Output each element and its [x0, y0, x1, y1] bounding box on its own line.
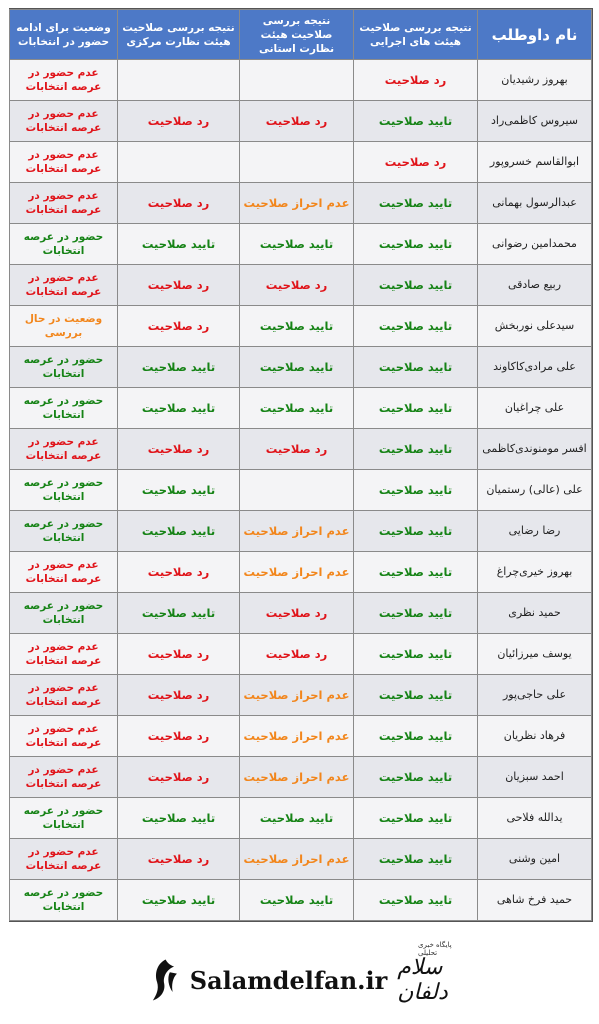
candidates-table-container	[9, 8, 593, 922]
cell-central: تایید صلاحیت	[118, 224, 240, 265]
cell-central: تایید صلاحیت	[118, 511, 240, 552]
cell-name: بهروز رشیدیان	[478, 60, 592, 101]
cell-name: حمید نظری	[478, 593, 592, 634]
cell-name: رضا رضایی	[478, 511, 592, 552]
table-row	[10, 675, 592, 716]
cell-status: عدم حضور در عرصه انتخابات	[10, 552, 118, 593]
table-row	[10, 429, 592, 470]
logo-text: Salamdelfan.ir	[189, 965, 388, 995]
cell-status: عدم حضور در عرصه انتخابات	[10, 142, 118, 183]
cell-executive: تایید صلاحیت	[354, 101, 478, 142]
cell-status: حضور در عرصه انتخابات	[10, 511, 118, 552]
cell-provincial	[240, 60, 354, 101]
cell-provincial: رد صلاحیت	[240, 593, 354, 634]
cell-status: وضعیت در حال بررسی	[10, 306, 118, 347]
cell-name: احمد سبزیان	[478, 757, 592, 798]
table-row	[10, 183, 592, 224]
cell-provincial: تایید صلاحیت	[240, 306, 354, 347]
cell-executive: تایید صلاحیت	[354, 183, 478, 224]
cell-central: تایید صلاحیت	[118, 593, 240, 634]
cell-central: تایید صلاحیت	[118, 470, 240, 511]
cell-executive: تایید صلاحیت	[354, 675, 478, 716]
table-row	[10, 757, 592, 798]
table-row	[10, 593, 592, 634]
cell-central: رد صلاحیت	[118, 675, 240, 716]
cell-provincial: تایید صلاحیت	[240, 224, 354, 265]
table-row	[10, 347, 592, 388]
cell-executive: تایید صلاحیت	[354, 634, 478, 675]
table-row	[10, 716, 592, 757]
cell-central: رد صلاحیت	[118, 716, 240, 757]
header-name: نام داوطلب	[478, 10, 592, 60]
cell-central: رد صلاحیت	[118, 839, 240, 880]
cell-provincial: عدم احراز صلاحیت	[240, 552, 354, 593]
cell-executive: تایید صلاحیت	[354, 552, 478, 593]
cell-executive: تایید صلاحیت	[354, 880, 478, 921]
cell-executive: تایید صلاحیت	[354, 511, 478, 552]
cell-provincial: رد صلاحیت	[240, 634, 354, 675]
cell-provincial	[240, 142, 354, 183]
cell-executive: تایید صلاحیت	[354, 839, 478, 880]
cell-status: عدم حضور در عرصه انتخابات	[10, 634, 118, 675]
cell-executive: رد صلاحیت	[354, 142, 478, 183]
table-row	[10, 224, 592, 265]
cell-central: رد صلاحیت	[118, 265, 240, 306]
table-body	[10, 60, 592, 921]
cell-status: حضور در عرصه انتخابات	[10, 470, 118, 511]
cell-status: حضور در عرصه انتخابات	[10, 798, 118, 839]
cell-executive: تایید صلاحیت	[354, 347, 478, 388]
cell-name: بهروز خیری‌چراغ	[478, 552, 592, 593]
cell-name: سیدعلی نوربخش	[478, 306, 592, 347]
cell-name: ربیع صادقی	[478, 265, 592, 306]
footer-logo	[150, 941, 470, 1015]
table-row	[10, 142, 592, 183]
cell-name: سیروس کاظمی‌راد	[478, 101, 592, 142]
cell-status: عدم حضور در عرصه انتخابات	[10, 183, 118, 224]
cell-provincial: تایید صلاحیت	[240, 347, 354, 388]
cell-executive: تایید صلاحیت	[354, 429, 478, 470]
cell-executive: تایید صلاحیت	[354, 306, 478, 347]
cell-provincial: عدم احراز صلاحیت	[240, 511, 354, 552]
cell-name: عبدالرسول بهمانی	[478, 183, 592, 224]
cell-provincial: تایید صلاحیت	[240, 798, 354, 839]
cell-executive: تایید صلاحیت	[354, 593, 478, 634]
cell-status: عدم حضور در عرصه انتخابات	[10, 60, 118, 101]
table-row	[10, 388, 592, 429]
cell-status: عدم حضور در عرصه انتخابات	[10, 101, 118, 142]
cell-status: عدم حضور در عرصه انتخابات	[10, 265, 118, 306]
cell-status: عدم حضور در عرصه انتخابات	[10, 757, 118, 798]
cell-central: رد صلاحیت	[118, 101, 240, 142]
cell-central: رد صلاحیت	[118, 634, 240, 675]
cell-name: حمید فرخ شاهی	[478, 880, 592, 921]
table-row	[10, 60, 592, 101]
cell-name: ابوالقاسم خسروپور	[478, 142, 592, 183]
cell-name: علی حاجی‌پور	[478, 675, 592, 716]
cell-status: حضور در عرصه انتخابات	[10, 347, 118, 388]
cell-executive: تایید صلاحیت	[354, 757, 478, 798]
cell-central: رد صلاحیت	[118, 429, 240, 470]
cell-provincial: تایید صلاحیت	[240, 880, 354, 921]
table-row	[10, 634, 592, 675]
table-row	[10, 306, 592, 347]
cell-name: افسر مومنوندی‌کاظمی	[478, 429, 592, 470]
cell-central: رد صلاحیت	[118, 183, 240, 224]
cell-central: رد صلاحیت	[118, 552, 240, 593]
cell-name: امین وشنی	[478, 839, 592, 880]
cell-name: علی چراغیان	[478, 388, 592, 429]
cell-provincial: رد صلاحیت	[240, 265, 354, 306]
cell-status: عدم حضور در عرصه انتخابات	[10, 429, 118, 470]
cell-provincial: عدم احراز صلاحیت	[240, 839, 354, 880]
cell-status: عدم حضور در عرصه انتخابات	[10, 839, 118, 880]
header-provincial: نتیجه بررسی صلاحیت هیئت نظارت استانی	[240, 10, 354, 60]
table-row	[10, 511, 592, 552]
table-row	[10, 470, 592, 511]
cell-central: رد صلاحیت	[118, 757, 240, 798]
table-row	[10, 552, 592, 593]
cell-provincial: عدم احراز صلاحیت	[240, 757, 354, 798]
cell-provincial: رد صلاحیت	[240, 429, 354, 470]
cell-central: تایید صلاحیت	[118, 880, 240, 921]
cell-status: عدم حضور در عرصه انتخابات	[10, 716, 118, 757]
cell-provincial: عدم احراز صلاحیت	[240, 675, 354, 716]
cell-provincial: رد صلاحیت	[240, 101, 354, 142]
cell-name: یوسف میرزائیان	[478, 634, 592, 675]
header-central: نتیجه بررسی صلاحیت هیئت نظارت مرکزی	[118, 10, 240, 60]
cell-name: علی (عالی) رستمیان	[478, 470, 592, 511]
cell-status: حضور در عرصه انتخابات	[10, 224, 118, 265]
table-row	[10, 880, 592, 921]
header-status: وضعیت برای ادامه حضور در انتخابات	[10, 10, 118, 60]
cell-executive: تایید صلاحیت	[354, 388, 478, 429]
cell-executive: رد صلاحیت	[354, 60, 478, 101]
cell-central: تایید صلاحیت	[118, 388, 240, 429]
cell-status: حضور در عرصه انتخابات	[10, 593, 118, 634]
table-header-row	[10, 10, 592, 60]
cell-status: حضور در عرصه انتخابات	[10, 388, 118, 429]
cell-provincial: عدم احراز صلاحیت	[240, 183, 354, 224]
cell-central: رد صلاحیت	[118, 306, 240, 347]
cell-executive: تایید صلاحیت	[354, 470, 478, 511]
table-row	[10, 798, 592, 839]
cell-provincial: عدم احراز صلاحیت	[240, 716, 354, 757]
cell-name: علی مرادی‌کاکاوند	[478, 347, 592, 388]
cell-provincial	[240, 470, 354, 511]
table-row	[10, 839, 592, 880]
logo-icon	[150, 947, 180, 1013]
cell-executive: تایید صلاحیت	[354, 224, 478, 265]
cell-central	[118, 142, 240, 183]
cell-status: عدم حضور در عرصه انتخابات	[10, 675, 118, 716]
logo-tagline: پایگاه خبری تحلیلی	[418, 941, 452, 957]
cell-central: تایید صلاحیت	[118, 347, 240, 388]
table-row	[10, 265, 592, 306]
cell-executive: تایید صلاحیت	[354, 265, 478, 306]
header-executive: نتیجه بررسی صلاحیت هیئت های اجرایی	[354, 10, 478, 60]
logo-script: سلام دلفان	[397, 955, 448, 1005]
cell-executive: تایید صلاحیت	[354, 798, 478, 839]
cell-provincial: تایید صلاحیت	[240, 388, 354, 429]
candidates-table	[9, 9, 592, 921]
table-row	[10, 101, 592, 142]
cell-name: محمدامین رضوانی	[478, 224, 592, 265]
cell-status: حضور در عرصه انتخابات	[10, 880, 118, 921]
cell-name: یدالله فلاحی	[478, 798, 592, 839]
cell-central	[118, 60, 240, 101]
cell-central: تایید صلاحیت	[118, 798, 240, 839]
cell-executive: تایید صلاحیت	[354, 716, 478, 757]
cell-name: فرهاد نظریان	[478, 716, 592, 757]
